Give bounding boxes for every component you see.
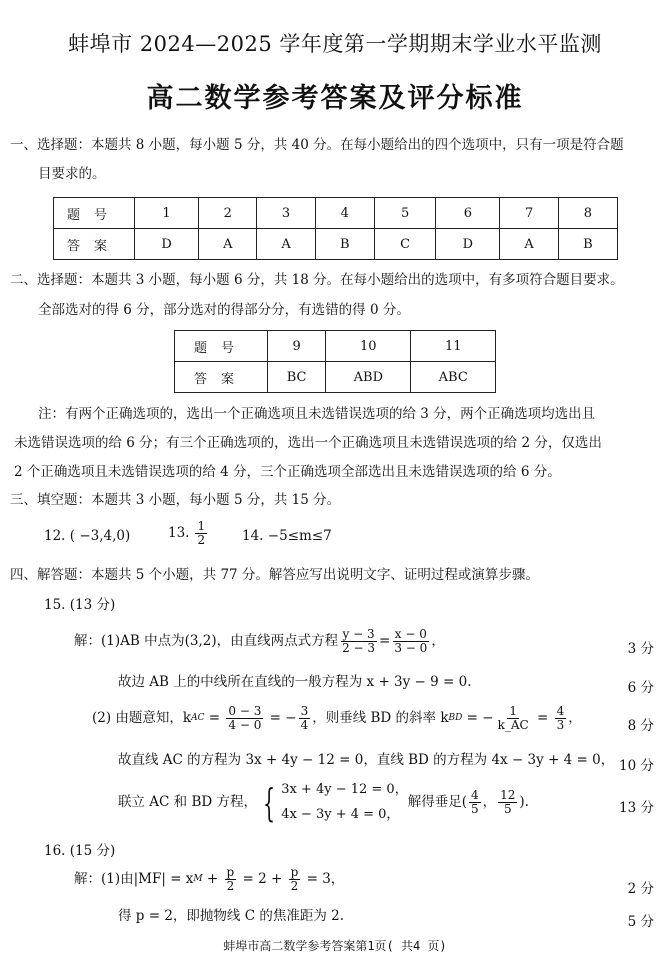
q15-step4: 故直线 AC 的方程为 3x + 4y − 12 = 0，直线 BD 的方程为 4x − 3y + 4 = 0， (118, 752, 615, 768)
fraction-numerator: 0 − 3 (228, 704, 262, 718)
fraction-denominator: 2 (197, 533, 206, 548)
section2-note-line2: 未选错误选项的给 6 分；有三个正确选项的，选出一个正确选项且未选错误选项的给 2 分，仅选出 (14, 435, 602, 451)
fraction-denominator: 3 − 0 (394, 641, 428, 656)
closing-paren: ). (519, 793, 529, 810)
table-cell-number: 2 (199, 198, 257, 229)
answer-13 (168, 520, 209, 547)
fraction-denominator: 5 (503, 802, 512, 817)
q15-step3-fraction-inverse (496, 705, 531, 732)
q15-step5 (118, 778, 529, 827)
q16-step1 (74, 866, 344, 893)
table-row-numbers (54, 198, 618, 229)
subscript-ac: AC (191, 713, 205, 724)
fraction-numerator: p (290, 865, 299, 879)
exam-header: 蚌埠市 2024—2025 学年度第一学期期末学业水平监测 (68, 32, 602, 56)
section2-instruction-line2: 全部选对的得 6 分，部分选对的得部分分，有选错的得 0 分。 (38, 302, 410, 318)
q16-step1-text-mid: = 2 + (238, 870, 287, 887)
q15-step5-score: 13 分 (619, 800, 654, 816)
section2-note-line3: 2 个正确选项且未选错误选项的给 4 分，三个正确选项全部选出且未选错误选项的给 6 分。 (14, 464, 561, 480)
q15-step1 (74, 628, 445, 655)
q16-step2: 得 p = 2，即抛物线 C 的焦准距为 2. (118, 908, 344, 924)
q15-heading: 15. (13 分) (44, 597, 116, 613)
q15-step3-fraction-kbd (555, 705, 567, 732)
section1-answer-table (53, 197, 618, 260)
section2-answer-table (174, 330, 496, 393)
fraction-numerator: 3 (300, 704, 309, 718)
q15-step3-fraction-value (299, 705, 311, 732)
table-cell-answer: A (500, 229, 558, 260)
table-cell-answer: A (257, 229, 315, 260)
fraction-denominator: 4 (300, 718, 309, 733)
q15-step5-text-mid: 解得垂足( (407, 793, 467, 810)
q15-step5-fraction-x (469, 789, 481, 816)
page-title: 高二数学参考答案及评分标准 (146, 83, 524, 114)
fraction-numerator: 1 (197, 519, 206, 533)
section2-instruction-line1: 二、选择题：本题共 3 小题，每小题 6 分，共 18 分。在每小题给出的选项中，有多项符合题目要求。 (10, 272, 624, 288)
equals-sign: = (532, 709, 553, 726)
table-row-answers (54, 229, 618, 260)
q15-step1-text: 解：(1)AB 中点为(3,2)，由直线两点式方程 (74, 632, 339, 649)
table-cell-answer: ABD (326, 362, 411, 393)
comma: ， (482, 793, 497, 810)
table-cell-number: 5 (374, 198, 435, 229)
q15-step4-score: 10 分 (619, 758, 654, 774)
subscript-bd: BD (448, 713, 463, 724)
fraction-numerator: 12 (500, 788, 516, 802)
section1-instruction-line2: 目要求的。 (38, 166, 106, 182)
equation-system (257, 778, 408, 827)
fraction-denominator: 2 (290, 879, 299, 894)
table-cell-number: 4 (315, 198, 374, 229)
fraction-numerator: y − 3 (342, 627, 375, 641)
fraction-numerator: 4 (470, 788, 479, 802)
q16-step1-fraction-1 (225, 866, 237, 893)
q15-step3 (92, 705, 582, 732)
q16-step1-score: 2 分 (627, 881, 654, 897)
table-label-answer: 答案 (54, 229, 135, 260)
equation-line: 4x − 3y + 4 = 0， (281, 806, 400, 822)
fraction-numerator: x − 0 (394, 627, 427, 641)
q16-step1-text: 解：(1)由|MF| = x (74, 870, 194, 887)
table-cell-number: 10 (326, 331, 411, 362)
q15-step1-score: 3 分 (627, 641, 654, 657)
table-cell-number: 1 (135, 198, 199, 229)
q15-step3-score: 8 分 (627, 718, 654, 734)
table-label-number: 题号 (54, 198, 135, 229)
table-row-numbers (175, 331, 496, 362)
equation-line: 3x + 4y − 12 = 0， (281, 782, 408, 797)
plus-sign: + (202, 870, 223, 887)
fraction-denominator: 2 − 3 (342, 641, 376, 656)
q15-step3-text-mid: ，则垂线 BD 的斜率 k (312, 709, 449, 726)
table-cell-number: 3 (257, 198, 315, 229)
q16-step2-score: 5 分 (627, 914, 654, 930)
q15-step1-fraction-x (392, 628, 429, 655)
table-label-number: 题号 (175, 331, 268, 362)
q15-step2: 故边 AB 上的中线所在直线的一般方程为 x + 3y − 9 = 0. (118, 674, 472, 690)
table-cell-answer: A (199, 229, 257, 260)
answer-14: 14. −5≤m≤7 (242, 528, 332, 544)
fraction-denominator: 5 (470, 802, 479, 817)
table-cell-answer: B (558, 229, 617, 260)
fraction-denominator: 2 (226, 879, 235, 894)
table-label-answer: 答案 (175, 362, 268, 393)
comma: ， (568, 709, 582, 726)
table-cell-answer: BC (268, 362, 326, 393)
answer-13-label: 13. (168, 524, 190, 541)
q15-step5-fraction-y (498, 789, 517, 816)
q15-step1-fraction-y (340, 628, 377, 655)
equals-sign: = − (265, 709, 297, 726)
table-cell-answer: C (374, 229, 435, 260)
equals-sign: = − (462, 709, 494, 726)
q15-step2-score: 6 分 (627, 680, 654, 696)
fraction-denominator: 3 (556, 718, 565, 733)
q16-step1-text-end: = 3， (302, 870, 345, 887)
q15-step3-text: (2) 由题意知，k (92, 709, 192, 726)
answer-13-fraction (195, 520, 207, 547)
left-brace-icon: { (263, 780, 276, 825)
table-cell-answer: ABC (411, 362, 496, 393)
table-cell-answer: B (315, 229, 374, 260)
fraction-denominator: k_AC (497, 718, 529, 733)
q15-step3-fraction-kac (226, 705, 263, 732)
section3-instruction: 三、填空题：本题共 3 小题，每小题 5 分，共 15 分。 (10, 492, 341, 508)
fraction-numerator: 1 (509, 704, 517, 718)
table-row-answers (175, 362, 496, 393)
fraction-numerator: 4 (556, 704, 565, 718)
q15-step5-text: 联立 AC 和 BD 方程， (118, 793, 257, 810)
table-cell-number: 8 (558, 198, 617, 229)
table-cell-number: 9 (268, 331, 326, 362)
table-cell-number: 6 (436, 198, 500, 229)
equals-sign: = (204, 709, 225, 726)
table-cell-number: 7 (500, 198, 558, 229)
equals-sign: = (379, 632, 391, 649)
comma: ， (431, 632, 445, 649)
subscript-m: M (193, 874, 203, 885)
q16-step1-fraction-2 (289, 866, 301, 893)
answer-12: 12. ( −3,4,0) (44, 528, 131, 544)
table-cell-answer: D (436, 229, 500, 260)
q16-heading: 16. (15 分) (44, 843, 116, 859)
fraction-numerator: p (226, 865, 235, 879)
table-cell-answer: D (135, 229, 199, 260)
section2-note-line1: 注：有两个正确选项的，选出一个正确选项且未选错误选项的给 3 分，两个正确选项均选出且 (38, 406, 596, 422)
table-cell-number: 11 (411, 331, 496, 362)
section1-instruction-line1: 一、选择题：本题共 8 小题，每小题 5 分，共 40 分。在每小题给出的四个选项中，只有一项是符合题 (10, 137, 624, 153)
equation-system-lines (281, 778, 408, 827)
page-footer: 蚌埠市高二数学参考答案第1页( 共4 页) (223, 939, 447, 953)
section4-instruction: 四、解答题：本题共 5 个小题，共 77 分。解答应写出说明文字、证明过程或演算步骤。 (10, 567, 539, 583)
fraction-denominator: 4 − 0 (228, 718, 262, 733)
